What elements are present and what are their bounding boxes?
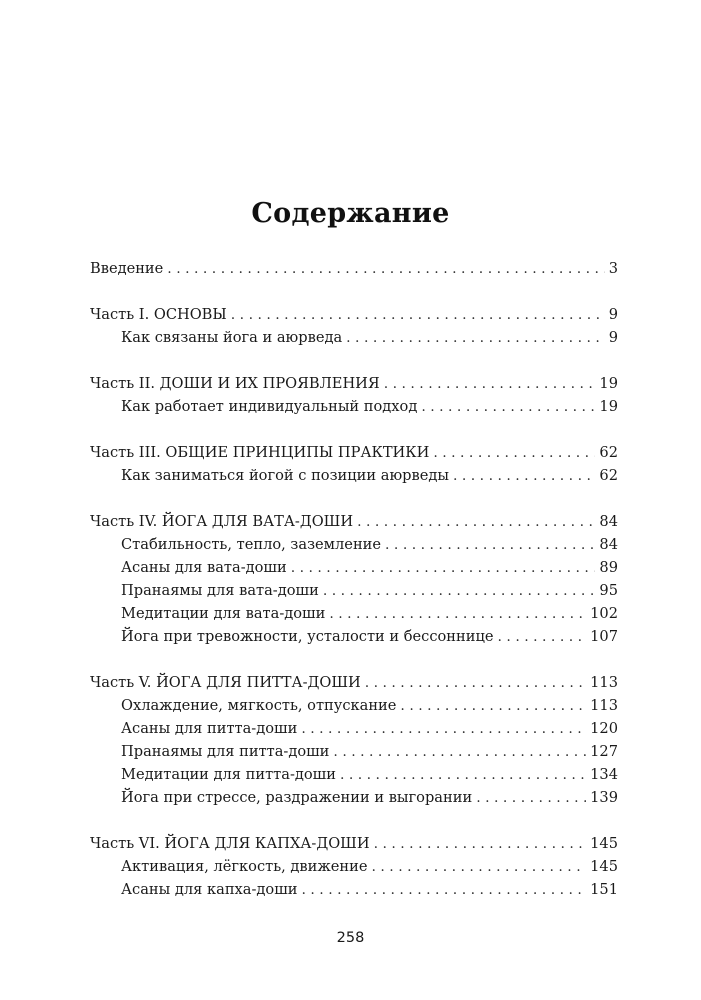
page-title: Содержание	[251, 198, 450, 229]
toc-subentry	[90, 878, 618, 901]
dot-leader	[372, 856, 587, 879]
toc-entry-page: 127	[590, 743, 618, 760]
toc-entry-part-4	[90, 510, 618, 533]
toc-subentry	[90, 533, 618, 556]
toc-entry-title: Часть III. ОБЩИЕ ПРИНЦИПЫ ПРАКТИКИ	[90, 444, 430, 461]
toc-entry-page: 113	[590, 674, 618, 691]
dot-leader	[498, 626, 587, 649]
toc-entry-title: Часть II. ДОШИ И ИХ ПРОЯВЛЕНИЯ	[90, 375, 380, 392]
toc-entry-page: 120	[590, 720, 618, 737]
toc-entry-title: Как заниматься йогой с позиции аюрведы	[121, 467, 449, 484]
toc-subentry	[90, 625, 618, 648]
toc-entry-title: Пранаямы для вата-доши	[121, 582, 319, 599]
toc-entry-title: Как работает индивидуальный подход	[121, 398, 418, 415]
toc-entry-part-6	[90, 832, 618, 855]
toc-entry-page: 102	[590, 605, 618, 622]
toc-entry-page: 19	[599, 398, 618, 415]
toc-subentry	[90, 740, 618, 763]
toc-subentry	[90, 464, 618, 487]
toc-entry-part-3	[90, 441, 618, 464]
toc-entry-part-1	[90, 303, 618, 326]
toc-subentry	[90, 717, 618, 740]
dot-leader	[167, 258, 604, 281]
toc-entry-page: 62	[599, 467, 618, 484]
toc-entry-page: 9	[608, 306, 618, 323]
toc-entry-title: Асаны для вата-доши	[121, 559, 287, 576]
toc-entry-title: Пранаямы для питта-доши	[121, 743, 330, 760]
toc-entry-page: 84	[599, 513, 618, 530]
toc-subentry	[90, 395, 618, 418]
dot-leader	[400, 695, 586, 718]
toc-entry-title: Асаны для питта-доши	[121, 720, 298, 737]
toc-entry-page: 89	[599, 559, 618, 576]
toc-subentry	[90, 694, 618, 717]
toc-subentry	[90, 326, 618, 349]
toc-entry-page: 139	[590, 789, 618, 806]
toc-entry-page: 9	[608, 329, 618, 346]
dot-leader	[340, 764, 586, 787]
toc-entry-page: 113	[590, 697, 618, 714]
toc-entry-page: 84	[599, 536, 618, 553]
toc-entry-title: Часть VI. ЙОГА ДЛЯ КАПХА-ДОШИ	[90, 835, 370, 852]
toc-entry-page: 95	[599, 582, 618, 599]
toc-entry-title: Йога при стрессе, раздражении и выгорании	[121, 789, 473, 806]
toc-entry-page: 107	[590, 628, 618, 645]
toc-entry-part-5	[90, 671, 618, 694]
toc-subentry	[90, 579, 618, 602]
dot-leader	[357, 511, 595, 534]
dot-leader	[421, 396, 595, 419]
dot-leader	[346, 327, 605, 350]
dot-leader	[301, 718, 586, 741]
toc-entry-title: Медитации для питта-доши	[121, 766, 336, 783]
table-of-contents	[90, 257, 618, 901]
toc-entry-title: Медитации для вата-доши	[121, 605, 326, 622]
toc-subentry	[90, 602, 618, 625]
page-number: 258	[336, 930, 365, 946]
toc-entry-page: 62	[599, 444, 618, 461]
toc-entry-title: Как связаны йога и аюрведа	[121, 329, 343, 346]
toc-entry-title: Введение	[90, 260, 164, 277]
toc-subentry	[90, 855, 618, 878]
dot-leader	[302, 879, 587, 902]
toc-entry-title: Часть V. ЙОГА ДЛЯ ПИТТА-ДОШИ	[90, 674, 361, 691]
dot-leader	[476, 787, 586, 810]
toc-entry-title: Часть IV. ЙОГА ДЛЯ ВАТА-ДОШИ	[90, 513, 354, 530]
toc-entry-page: 134	[590, 766, 618, 783]
toc-entry-part-2	[90, 372, 618, 395]
dot-leader	[329, 603, 586, 626]
dot-leader	[433, 442, 595, 465]
toc-entry-page: 19	[599, 375, 618, 392]
dot-leader	[231, 304, 605, 327]
dot-leader	[374, 833, 587, 856]
toc-entry-introduction	[90, 257, 618, 280]
toc-subentry	[90, 786, 618, 809]
toc-subentry	[90, 763, 618, 786]
toc-entry-page: 3	[608, 260, 618, 277]
dot-leader	[384, 373, 596, 396]
dot-leader	[453, 465, 595, 488]
toc-entry-title: Активация, лёгкость, движение	[121, 858, 368, 875]
toc-entry-page: 151	[590, 881, 618, 898]
toc-entry-title: Стабильность, тепло, заземление	[121, 536, 382, 553]
dot-leader	[291, 557, 596, 580]
toc-entry-page: 145	[590, 835, 618, 852]
toc-entry-title: Асаны для капха-доши	[121, 881, 298, 898]
dot-leader	[333, 741, 586, 764]
dot-leader	[385, 534, 595, 557]
toc-entry-page: 145	[590, 858, 618, 875]
toc-entry-title: Охлаждение, мягкость, отпускание	[121, 697, 397, 714]
toc-entry-title: Йога при тревожности, усталости и бессоннице	[121, 628, 494, 645]
dot-leader	[323, 580, 596, 603]
dot-leader	[365, 672, 586, 695]
toc-entry-title: Часть I. ОСНОВЫ	[90, 306, 227, 323]
toc-subentry	[90, 556, 618, 579]
